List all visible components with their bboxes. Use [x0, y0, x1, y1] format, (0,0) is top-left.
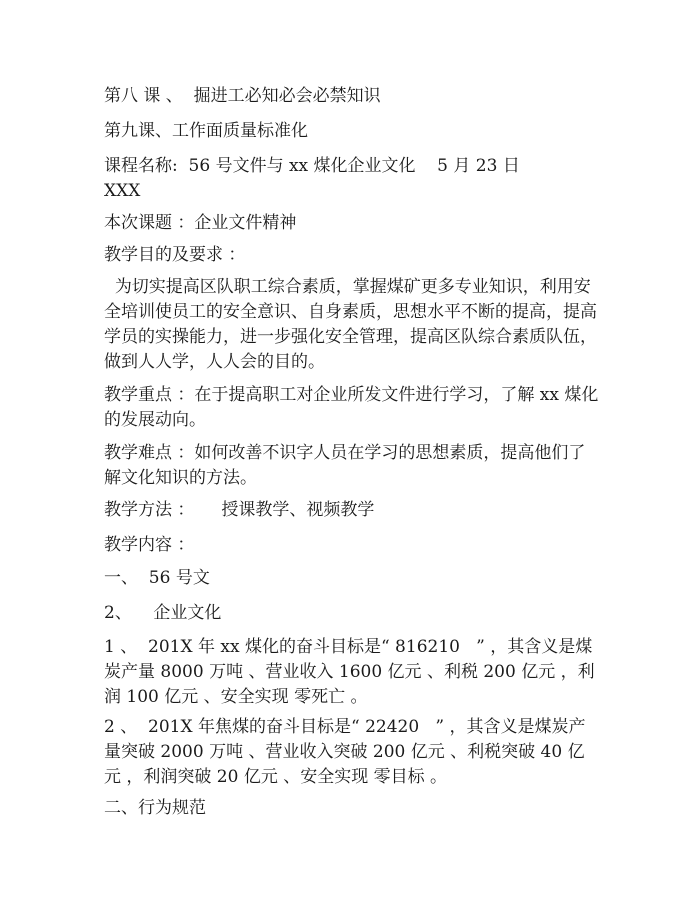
content-heading: 教学内容 ：	[104, 535, 195, 555]
lesson-topic: 本次课题 ：企业文件精神	[104, 213, 297, 233]
goal-item-1: 1 、 201X 年 xx 煤化的奋斗目标是“ 816210 ” ，其含义是煤炭产量 8000 万吨 、营业收入 1600 亿元 、利税 200 亿元 ，利润 100 亿元 、安全实现 零死亡 。	[104, 637, 595, 707]
teaching-method: 教学方法 ： 授课教学、视频教学	[104, 500, 375, 520]
goal-item-2: 2 、 201X 年焦煤的奋斗目标是“ 22420 ” ，其含义是煤炭产量突破 2000 万吨 、营业收入突破 200 亿元 、利税突破 40 亿元 ，利润突破 20 亿元 、安全实现 零目标 。	[104, 717, 586, 787]
difficulty: 教学难点 ：如何改善不识字人员在学习的思想素质，提高他们了解文化知识的方法。	[104, 443, 586, 488]
goal-text: 为切实提高区队职工综合素质，掌握煤矿更多专业知识，利用安全培训使员工的安全意识、自身素质，思想水平不断的提高，提高学员的实操能力，进一步强化安全管理，提高区队综合素质队伍，做到人人学，人人会的目的。	[104, 277, 597, 372]
course-name: 课程名称: 56 号文件与 xx 煤化企业文化 5 月 23 日 XXX	[104, 156, 520, 201]
content-item-two: 2、 企业文化	[104, 603, 222, 623]
key-point: 教学重点 ：在于提高职工对企业所发文件进行学习，了解 xx 煤化的发展动向。	[104, 385, 599, 430]
lesson-9-title: 第九课、工作面质量标准化	[104, 121, 308, 141]
lesson-8-title: 第八 课 、 掘进工必知必会必禁知识	[104, 86, 381, 106]
section-two: 二、行为规范	[104, 798, 206, 818]
content-item-one: 一、 56 号文	[104, 568, 210, 588]
goal-heading: 教学目的及要求 ：	[104, 245, 246, 265]
